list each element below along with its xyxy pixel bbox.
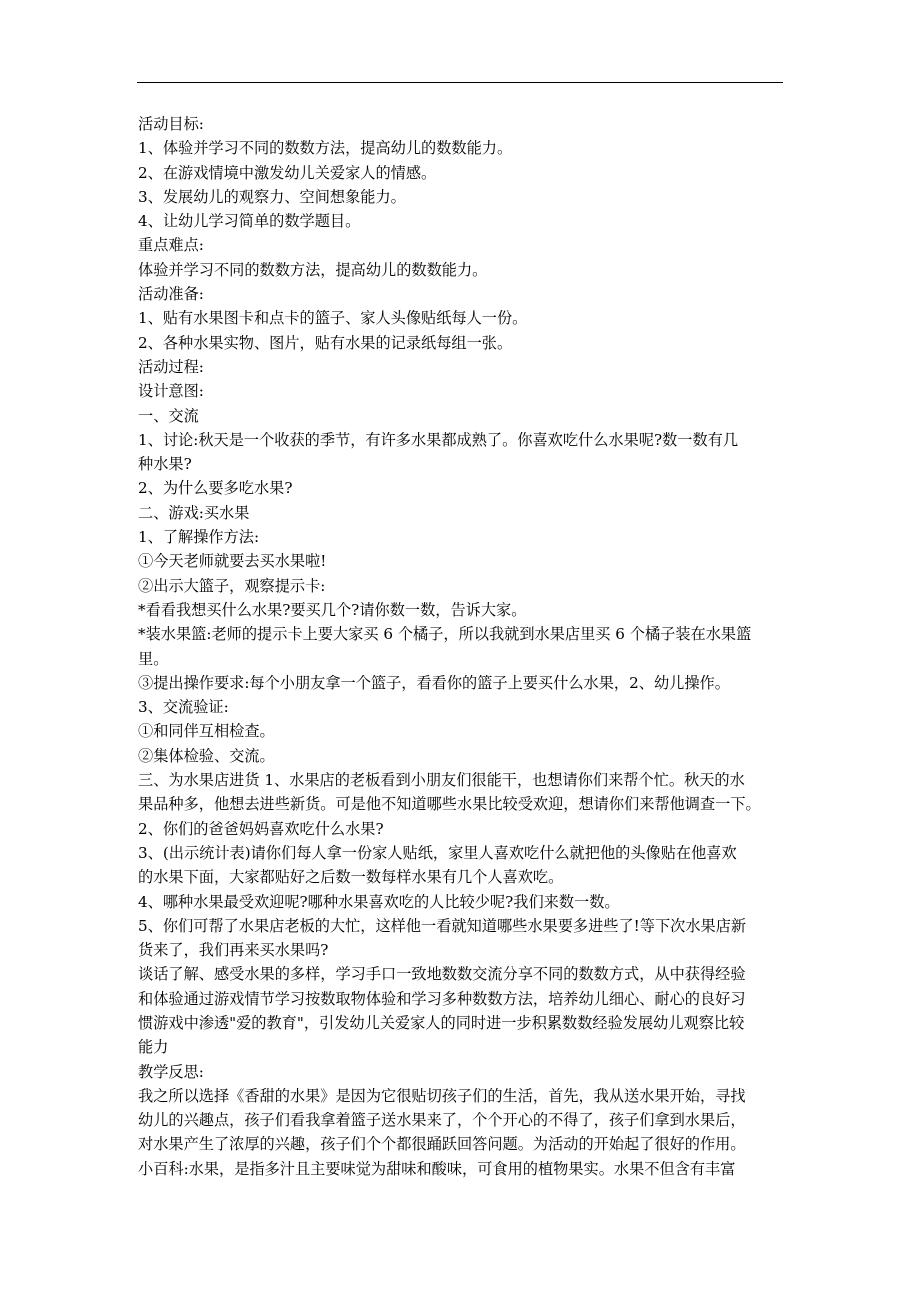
text-line: 对水果产生了浓厚的兴趣，孩子们个个都很踊跃回答问题。为活动的开始起了很好的作用。 — [138, 1135, 746, 1154]
text-line: ①今天老师就要去买水果啦! — [138, 552, 327, 571]
text-line: 活动准备: — [138, 285, 204, 304]
text-line: 果品种多，他想去进些新货。可是他不知道哪些水果比较受欢迎，想请你们来帮他调查一下。 — [138, 795, 761, 814]
text-line: 惯游戏中渗透"爱的教育"，引发幼儿关爱家人的同时进一步积累数数经验发展幼儿观察比较 — [138, 1013, 745, 1032]
text-line: 设计意图: — [138, 382, 204, 401]
text-line: 1、了解操作方法: — [138, 528, 260, 547]
header-rule — [137, 82, 783, 83]
text-line: *看看我想买什么水果?要买几个?请你数一数，告诉大家。 — [138, 600, 527, 619]
text-line: 里。 — [138, 649, 169, 668]
text-line: 货来了，我们再来买水果吗? — [138, 941, 329, 960]
text-line: 活动目标: — [138, 115, 204, 133]
text-line: ③提出操作要求:每个小朋友拿一个篮子，看看你的篮子上要买什么水果，2、幼儿操作。 — [138, 673, 730, 692]
text-line: 3、交流验证: — [138, 698, 229, 717]
text-line: 1、贴有水果图卡和点卡的篮子、家人头像贴纸每人一份。 — [138, 309, 528, 328]
text-line: ②出示大篮子，观察提示卡: — [138, 576, 326, 595]
text-line: 4、让幼儿学习简单的数学题目。 — [138, 212, 361, 231]
text-line: 谈话了解、感受水果的多样，学习手口一致地数数交流分享不同的数数方式，从中获得经验 — [138, 965, 746, 984]
text-line: 3、发展幼儿的观察力、空间想象能力。 — [138, 187, 406, 206]
text-line: 2、为什么要多吃水果? — [138, 479, 293, 498]
text-line: 和体验通过游戏情节学习按数取物体验和学习多种数数方法，培养幼儿细心、耐心的良好习 — [138, 989, 746, 1008]
text-line: 小百科:水果，是指多汁且主要味觉为甜味和酸味，可食用的植物果实。水果不但含有丰富 — [138, 1159, 736, 1178]
text-line: 二、游戏:买水果 — [138, 503, 250, 522]
text-line: 三、为水果店进货 1、水果店的老板看到小朋友们很能干，也想请你们来帮个忙。秋天的水 — [138, 771, 745, 790]
text-line: 1、讨论:秋天是一个收获的季节，有许多水果都成熟了。你喜欢吃什么水果呢?数一数有几 — [138, 430, 739, 449]
text-line: 3、(出示统计表)请你们每人拿一份家人贴纸，家里人喜欢吃什么就把他的头像贴在他喜欢 — [138, 843, 737, 862]
document-body — [138, 112, 788, 1181]
text-line: 2、各种水果实物、图片，贴有水果的记录纸每组一张。 — [138, 333, 513, 352]
text-line: 一、交流 — [138, 406, 199, 425]
text-line: 能力 — [138, 1038, 169, 1057]
text-line: 活动过程: — [138, 357, 204, 376]
text-line: 4、哪种水果最受欢迎呢?哪种水果喜欢吃的人比较少呢?我们来数一数。 — [138, 892, 620, 911]
text-line: 体验并学习不同的数数方法，提高幼儿的数数能力。 — [138, 260, 488, 279]
text-line: 2、你们的爸爸妈妈喜欢吃什么水果? — [138, 819, 384, 838]
text-line: 教学反思: — [138, 1062, 204, 1081]
text-line: 2、在游戏情境中激发幼儿关爱家人的情感。 — [138, 163, 437, 182]
text-line: 重点难点: — [138, 236, 204, 255]
text-line: 的水果下面，大家都贴好之后数一数每样水果有几个人喜欢吃。 — [138, 868, 564, 887]
text-line: 1、体验并学习不同的数数方法，提高幼儿的数数能力。 — [138, 139, 513, 158]
text-line: 5、你们可帮了水果店老板的大忙，这样他一看就知道哪些水果要多进些了!等下次水果店新 — [138, 916, 747, 935]
text-line: 幼儿的兴趣点，孩子们看我拿着篮子送水果来了，个个开心的不得了，孩子们拿到水果后， — [138, 1111, 746, 1130]
text-line: *装水果篮:老师的提示卡上要大家买 6 个橘子，所以我就到水果店里买 6 个橘子装在水果篮 — [138, 625, 752, 644]
text-line: 种水果? — [138, 455, 192, 474]
text-line: 我之所以选择《香甜的水果》是因为它很贴切孩子们的生活，首先，我从送水果开始，寻找 — [138, 1086, 746, 1105]
text-line: ①和同伴互相检查。 — [138, 722, 275, 741]
text-line: ②集体检验、交流。 — [138, 746, 275, 765]
